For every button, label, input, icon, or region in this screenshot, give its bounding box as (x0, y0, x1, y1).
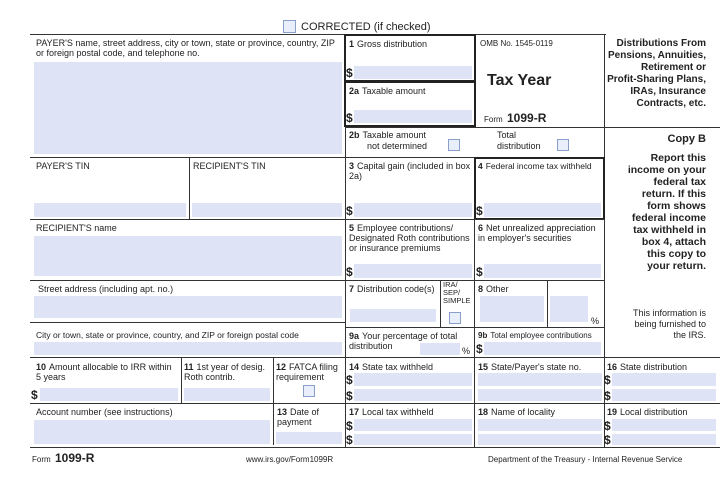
box19-label: 19 Local distribution (607, 407, 688, 417)
box12-fatca-checkbox[interactable] (303, 385, 315, 397)
box15-label: 15 State/Payer's state no. (478, 362, 582, 372)
box16-field-2[interactable] (612, 389, 716, 401)
report-instructions: Report this income on your federal tax return. If this form shows federal income tax withheld in box 4, attach this copy to your return. (627, 152, 706, 272)
box5-field[interactable] (354, 264, 472, 278)
account-number-label: Account number (see instructions) (36, 407, 173, 417)
recipient-name-field[interactable] (34, 236, 342, 276)
box14-field-2[interactable] (354, 389, 472, 401)
box17-label: 17 Local tax withheld (349, 407, 434, 417)
box5-label: 5 Employee contributions/ Designated Roth contributions or insurance premiums (349, 223, 470, 253)
box8-percent-field[interactable] (550, 296, 588, 322)
box17-field-2[interactable] (354, 434, 472, 445)
box2b-label2: not determined (367, 141, 428, 151)
box8-percent-sign: % (591, 316, 600, 326)
box11-label: 11 1st year of desig. Roth contrib. (184, 362, 266, 382)
payer-tin-field[interactable] (34, 203, 186, 217)
box8-amount-field[interactable] (480, 296, 544, 322)
box11-field[interactable] (184, 388, 270, 401)
box3-label: 3 Capital gain (included in box 2a) (349, 161, 471, 181)
box14-label: 14 State tax withheld (349, 362, 434, 372)
box18-label: 18 Name of locality (478, 407, 556, 417)
box8-label: 8 Other (478, 284, 509, 294)
box9a-label: 9a Your percentage of total distribution (349, 331, 458, 351)
box7-ira-sep-simple-checkbox[interactable] (449, 312, 461, 324)
box2b-total-label2: distribution (497, 141, 541, 151)
box10-field[interactable] (40, 388, 178, 401)
box13-field[interactable] (276, 432, 342, 444)
footer-form-name: 1099-R (55, 451, 95, 465)
payer-tin-label: PAYER'S TIN (36, 161, 90, 171)
box6-label: 6 Net unrealized appreciation in employer's securities (478, 223, 596, 243)
box4-field[interactable] (484, 203, 601, 217)
box18-field-2[interactable] (478, 434, 602, 445)
payer-name-label: PAYER'S name, street address, city or town, state or province, country, ZIP or foreign postal code, and telephone no. (36, 38, 335, 58)
account-number-field[interactable] (34, 420, 270, 444)
footer-department: Department of the Treasury - Internal Revenue Service (488, 455, 683, 464)
box15-field-1[interactable] (478, 373, 602, 386)
box6-field[interactable] (484, 264, 601, 278)
box9a-field[interactable] (420, 343, 460, 355)
recipient-city-label: City or town, state or province, country, and ZIP or foreign postal code (36, 330, 299, 340)
footer-form-prefix: Form (32, 455, 51, 464)
box9a-percent-sign: % (462, 346, 471, 356)
form-title: Distributions From Pensions, Annuities, Retirement or Profit-Sharing Plans, IRAs, Insurance Contracts, etc. (607, 38, 706, 109)
omb-form-prefix: Form (484, 115, 503, 124)
box9b-label: 9b Total employee contributions (478, 331, 592, 340)
box14-field-1[interactable] (354, 373, 472, 386)
box2b-total-distribution-checkbox[interactable] (557, 139, 569, 151)
box2b-total-label: Total (497, 130, 517, 140)
box12-label: 12 FATCA filing requirement (276, 362, 338, 382)
corrected-label: CORRECTED (if checked) (301, 21, 431, 33)
box10-label: 10 Amount allocable to IRR within 5 years (36, 362, 172, 382)
omb-number: OMB No. 1545-0119 (480, 39, 553, 48)
recipient-street-field[interactable] (34, 296, 342, 318)
recipient-name-label: RECIPIENT'S name (36, 223, 117, 233)
irs-info-note: This information is being furnished to the IRS. (632, 308, 706, 340)
box19-field-2[interactable] (612, 434, 716, 445)
box2b-not-determined-checkbox[interactable] (448, 139, 460, 151)
box18-field-1[interactable] (478, 419, 602, 431)
tax-year: Tax Year (487, 72, 552, 89)
box2b-label: 2b Taxable amount (349, 130, 427, 140)
recipient-street-label: Street address (including apt. no.) (38, 284, 174, 294)
recipient-city-field[interactable] (34, 342, 342, 355)
box16-label: 16 State distribution (607, 362, 688, 372)
recipient-tin-field[interactable] (192, 203, 342, 217)
box1-field[interactable] (354, 66, 472, 79)
box7-field[interactable] (350, 309, 436, 322)
box17-field-1[interactable] (354, 419, 472, 431)
recipient-tin-label: RECIPIENT'S TIN (193, 161, 266, 171)
payer-name-field[interactable] (34, 62, 342, 154)
box15-field-2[interactable] (478, 389, 602, 401)
box13-label: 13 Date of payment (277, 407, 320, 427)
box19-field-1[interactable] (612, 419, 716, 431)
corrected-checkbox[interactable] (283, 20, 296, 33)
box2a-field[interactable] (354, 110, 472, 123)
copy-b-label: Copy B (667, 133, 706, 145)
box1-label: 1 Gross distribution (349, 39, 428, 49)
box9b-field[interactable] (484, 342, 601, 355)
box3-field[interactable] (354, 203, 472, 217)
box4-label: 4 Federal income tax withheld (478, 161, 592, 171)
footer-url: www.irs.gov/Form1099R (246, 455, 334, 464)
box16-field-1[interactable] (612, 373, 716, 386)
box7-label: 7 Distribution code(s) (349, 284, 435, 294)
box7-ira-label: IRA/ SEP/ SIMPLE (443, 280, 471, 305)
omb-form-name: 1099-R (507, 111, 547, 125)
box2a-label: 2a Taxable amount (349, 86, 426, 96)
